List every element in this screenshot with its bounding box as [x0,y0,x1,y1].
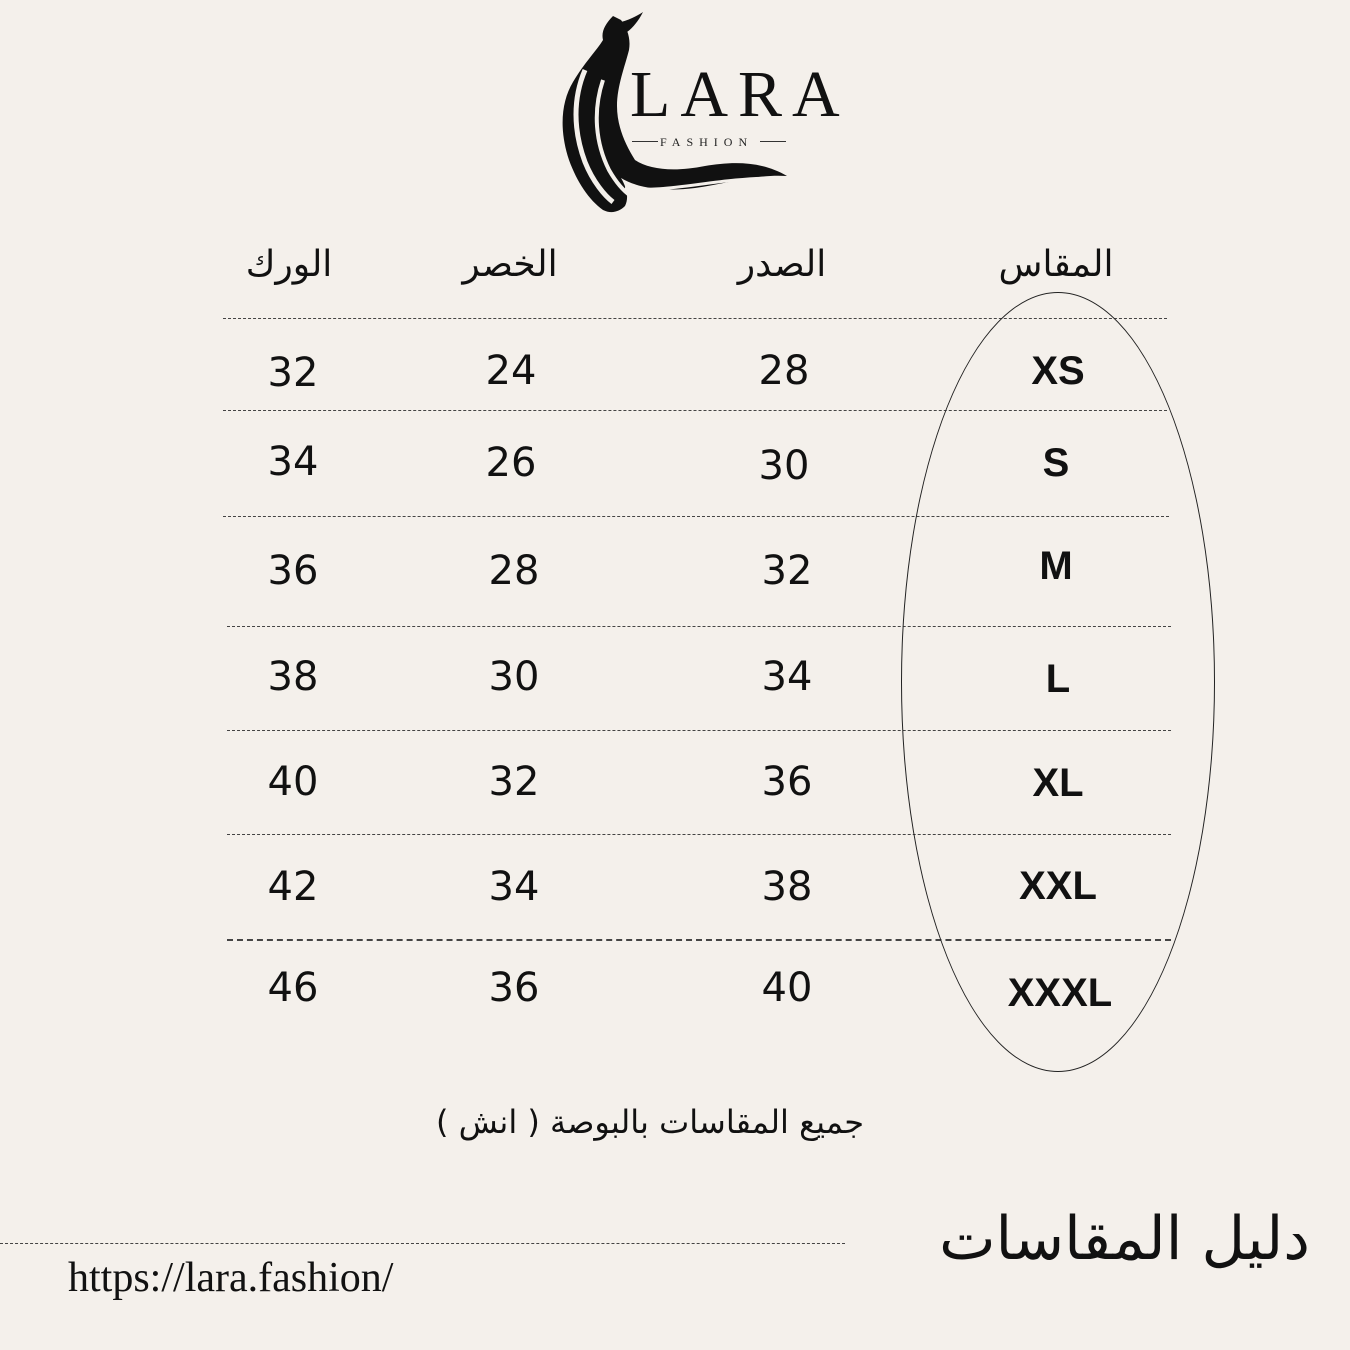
tagline-rule-right [760,141,786,142]
waist-cell: 36 [488,965,540,1011]
waist-cell: 28 [488,548,540,594]
size-cell: XXXL [1007,971,1113,1015]
hip-cell: 38 [267,654,319,700]
hip-cell: 40 [267,759,319,805]
page-title: دليل المقاسات [939,1204,1310,1274]
chest-cell: 28 [758,348,810,394]
hip-cell: 34 [267,439,319,485]
units-note: جميع المقاسات بالبوصة ( انش ) [435,1103,865,1141]
hip-cell: 36 [267,548,319,594]
size-cell: S [1042,441,1070,485]
header-waist: الخصر [462,244,558,285]
hip-cell: 42 [267,864,319,910]
size-cell: XXL [1019,864,1097,908]
header-size: المقاس [998,244,1114,285]
hip-cell: 32 [267,350,319,396]
chest-cell: 36 [761,759,813,805]
website-link[interactable]: https://lara.fashion/ [68,1255,394,1301]
chest-cell: 38 [761,864,813,910]
chest-cell: 34 [761,654,813,700]
brand-name: LARA [630,58,850,131]
size-cell: L [1045,657,1071,701]
waist-cell: 26 [485,440,537,486]
size-cell: M [1039,544,1073,588]
tagline-rule-left [632,141,658,142]
chest-cell: 40 [761,965,813,1011]
waist-cell: 32 [488,759,540,805]
header-hip: الورك [245,244,333,285]
header-chest: الصدر [737,244,827,285]
brand-tagline: FASHION [660,135,754,149]
size-cell: XL [1032,761,1084,805]
chest-cell: 32 [761,548,813,594]
hip-cell: 46 [267,965,319,1011]
footer-divider [0,1243,845,1244]
waist-cell: 34 [488,864,540,910]
waist-cell: 30 [488,654,540,700]
chest-cell: 30 [758,443,810,489]
size-cell: XS [1031,349,1085,393]
waist-cell: 24 [485,348,537,394]
